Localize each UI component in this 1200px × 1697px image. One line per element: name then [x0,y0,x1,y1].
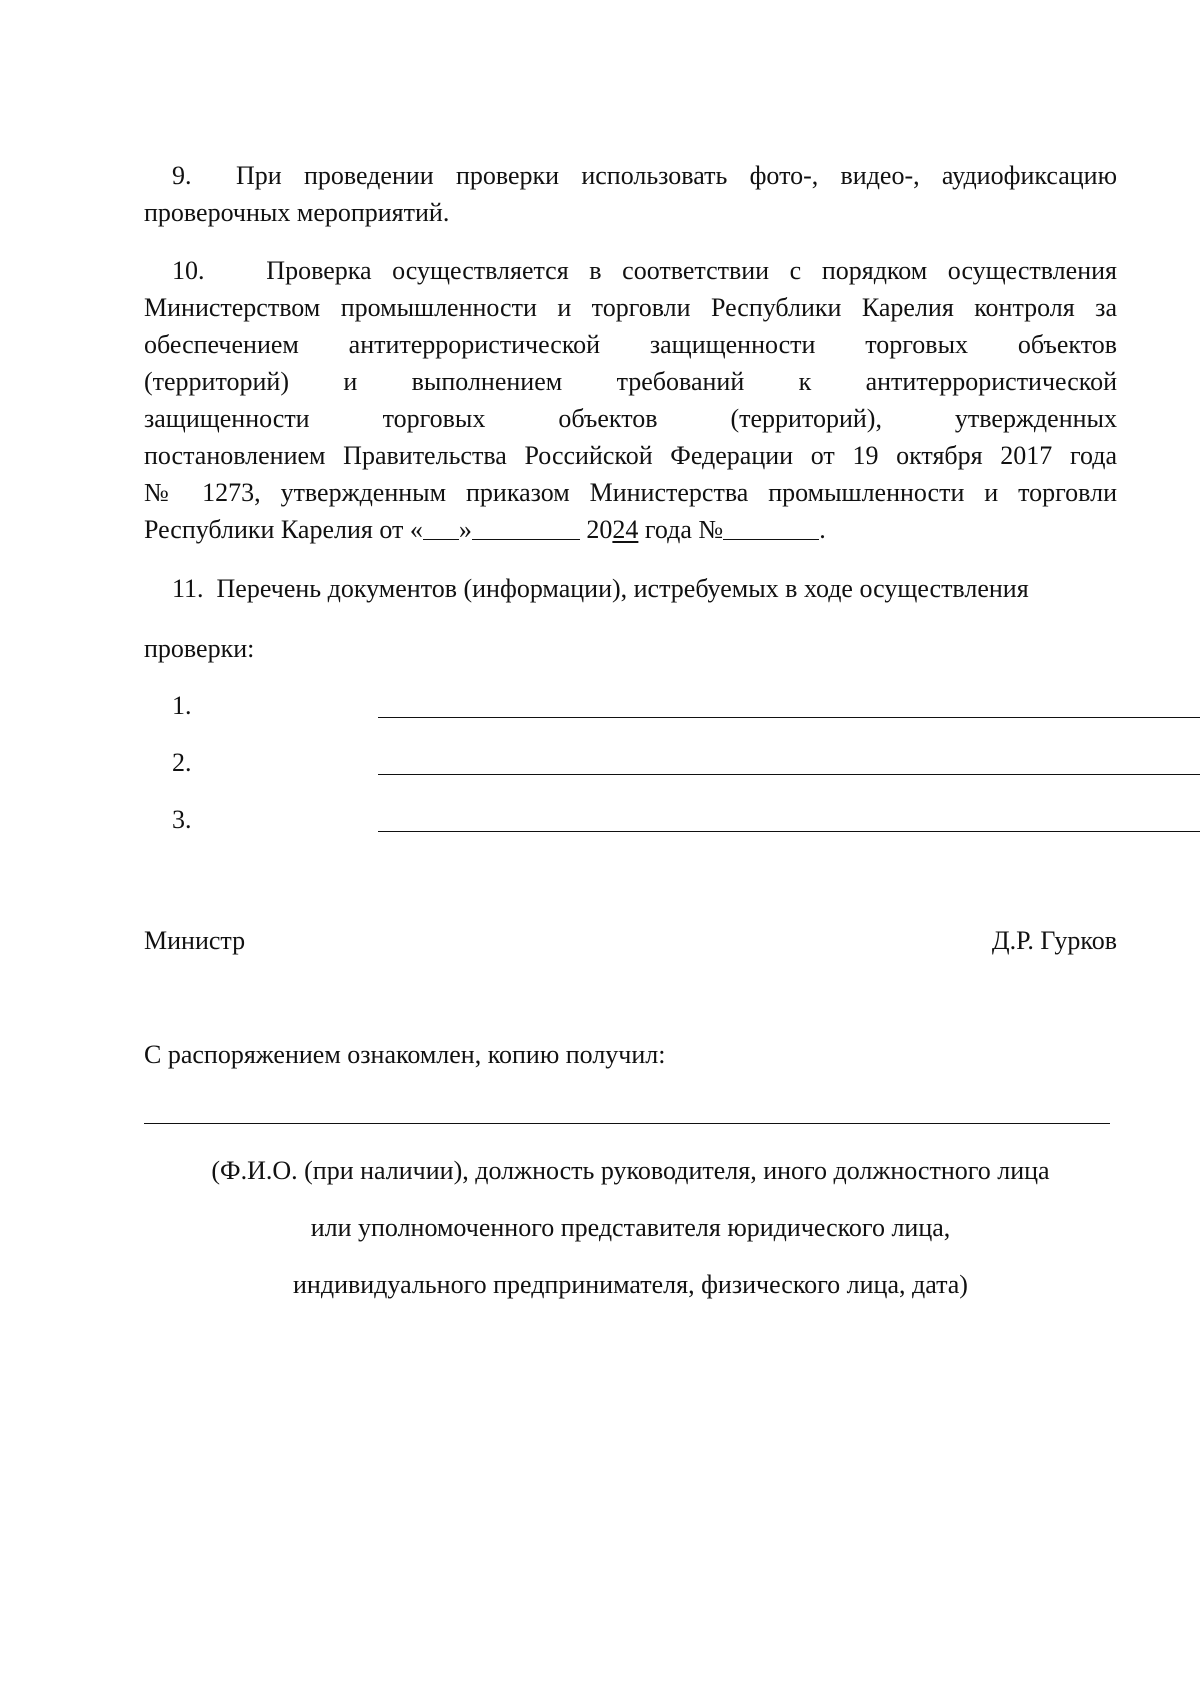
item10-line1: 10. Проверка осуществляется в соответствии с порядком осуществления [172,256,1117,285]
signatory-name: Д.Р. Гурков [991,926,1117,955]
item10-line5: защищенности торговых объектов (территорий), утвержденных [144,404,1117,433]
acknowledgement-caption-line3: индивидуального предпринимателя, физического лица, дата) [293,1270,968,1299]
item11-line1: 11. Перечень документов (информации), истребуемых в ходе осуществления [172,574,1029,603]
item10-line7: № 1273, утвержденным приказом Министерства промышленности и торговли [144,478,1117,507]
document-list-item-3 [172,805,202,835]
month-blank[interactable] [472,515,580,540]
item10-line8 [144,515,1117,545]
item10-line2: Министерством промышленности и торговли Республики Карелия контроля за [144,293,1117,322]
document-list-item-1 [172,691,202,721]
item10-line8-end: . [819,515,826,544]
item10-line8-text-c: года № [638,515,724,544]
item10-line8-year-prefix: 20 [579,515,613,544]
acknowledgement-caption-line2: или уполномоченного представителя юридического лица, [310,1213,951,1242]
list-number: 2. [172,748,192,777]
acknowledgement-signature-line[interactable] [144,1123,1110,1124]
item9-line1: 9. При проведении проверки использовать фото-, видео-, аудиофиксацию [172,161,1117,190]
item11-line2: проверки: [144,634,255,663]
list-number: 3. [172,805,192,834]
signatory-title: Министр [144,926,246,955]
document-1-blank[interactable] [378,717,1200,718]
item10-line3: обеспечением антитеррористической защищенности торговых объектов [144,330,1117,359]
item9-line2: проверочных мероприятий. [144,198,450,227]
order-number-blank[interactable] [723,515,819,540]
acknowledgement-caption-line1: (Ф.И.О. (при наличии), должность руководителя, иного должностного лица [211,1156,1050,1185]
document-2-blank[interactable] [378,774,1200,775]
list-number: 1. [172,691,192,720]
day-blank[interactable] [423,515,459,540]
acknowledgement-label: С распоряжением ознакомлен, копию получил: [144,1040,666,1069]
item10-line8-text-a: Республики Карелия от « [144,515,423,544]
item10-line8-year-underlined: 24 [612,515,639,544]
item10-line6: постановлением Правительства Российской Федерации от 19 октября 2017 года [144,441,1117,470]
item10-line8-text-b: » [458,515,472,544]
document-3-blank[interactable] [378,831,1200,832]
item10-line4: (территорий) и выполнением требований к антитеррористической [144,367,1117,396]
document-list-item-2 [172,748,202,778]
